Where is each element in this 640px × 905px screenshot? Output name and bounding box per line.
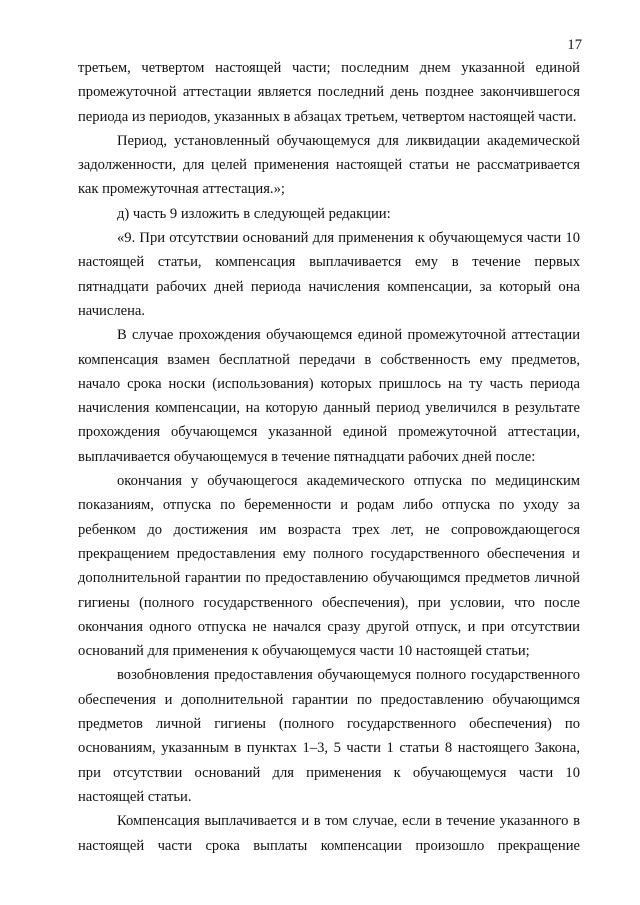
paragraph-2: Период, установленный обучающемуся для ликвидации академической задолженности, для целей применения настоящей статьи не рассматривается как промежуточная аттестация.»; — [78, 132, 580, 198]
paragraph-6: окончания у обучающегося академического отпуска по медицинским показаниям, отпуска по беременности и родам либо отпуска по уходу за ребенком до достижения им возраста трех лет, не сопровождающегося прекращением предоставления ему полного государственного обеспечения и дополнительной гарантии по предоставлению обучающимся предметов личной гигиены (полного государственного обеспечения), при условии, что после окончания одного отпуска не начался сразу другой отпуск, и при отсутствии оснований для применения к обучающемуся части 10 настоящей статьи; — [78, 473, 580, 660]
paragraph-8: Компенсация выплачивается и в том случае, если в течение указанного в настоящей части срока выплаты компенсации произошло прекращение — [78, 813, 580, 854]
paragraph-5: В случае прохождения обучающемся единой промежуточной аттестации компенсация взамен бесплатной передачи в собственность ему предметов, начало срока носки (использования) которых пришлось на ту часть периода начисления компенсации, на которую данный период увеличился в результате прохождения обучающемся указанной единой промежуточной аттестации, выплачивается обучающемуся в течение пятнадцати рабочих дней после: — [78, 327, 580, 465]
paragraph-3: д) часть 9 изложить в следующей редакции: — [117, 205, 391, 222]
paragraph-4: «9. При отсутствии оснований для применения к обучающемуся части 10 настоящей статьи, компенсация выплачивается ему в течение первых пятнадцати рабочих дней периода начисления компенсации, за который она начислена. — [78, 230, 580, 319]
page-number: 17 — [567, 37, 582, 53]
paragraph-7: возобновления предоставления обучающемуся полного государственного обеспечения и дополнительной гарантии по предоставлению обучающимся предметов личной гигиены (полного государственного обеспечения) по основаниям, указанным в пунктах 1–3, 5 части 1 статьи 8 настоящего Закона, при отсутствии оснований для применения к обучающемуся части 10 настоящей статьи. — [78, 667, 580, 805]
paragraph-1: третьем, четвертом настоящей части; последним днем указанной единой промежуточной аттестации является последний день позднее закончившегося периода из периодов, указанных в абзацах третьем, четвертом настоящей части. — [78, 60, 580, 125]
document-body — [78, 56, 580, 858]
